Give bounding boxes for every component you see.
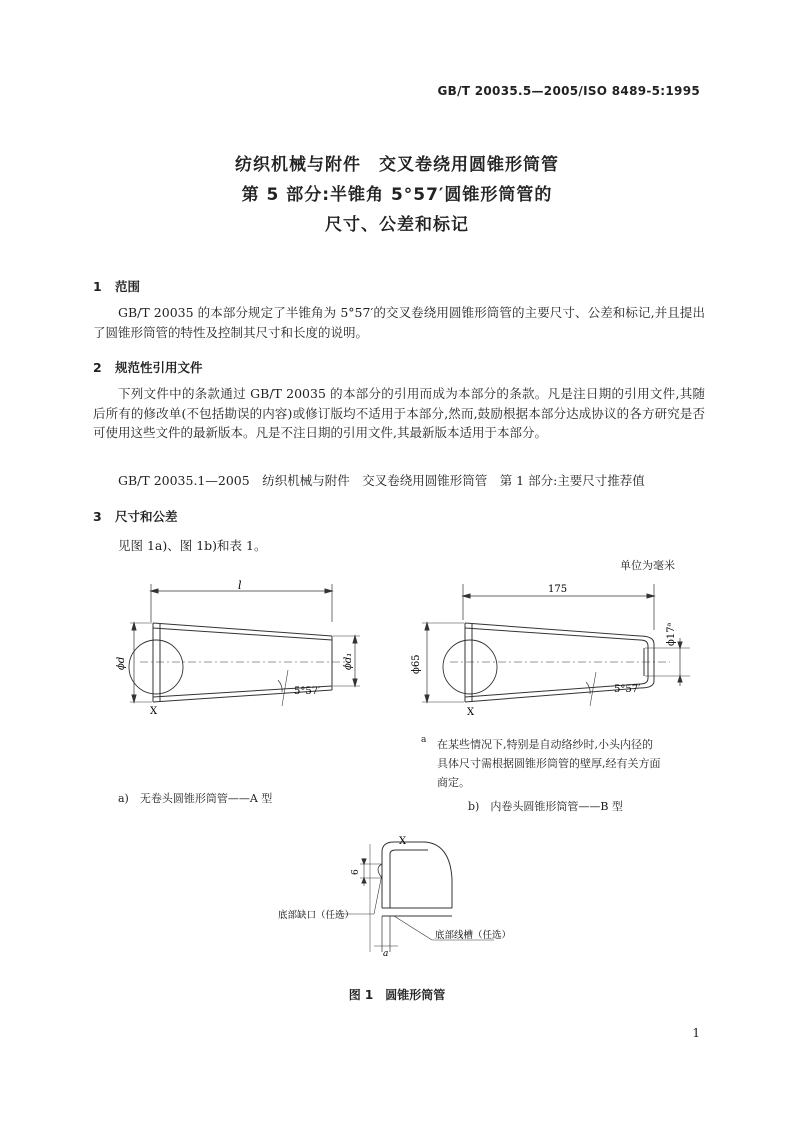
- page-number: 1: [692, 1026, 700, 1040]
- footnote-line-1: 在某些情况下,特别是自动络纱时,小头内径的: [437, 738, 653, 751]
- label-x-a: X: [150, 706, 158, 717]
- figure-b-drawing: [408, 578, 698, 723]
- footnote-line-3: 商定。: [437, 776, 470, 789]
- footnote-line-2: 具体尺寸需根据圆锥形筒管的壁厚,经有关方面: [437, 757, 661, 770]
- title-line-1: 纺织机械与附件 交叉卷绕用圆锥形筒管: [235, 155, 559, 175]
- section-1-text: GB/T 20035 的本部分规定了半锥角为 5°57′的交叉卷绕用圆锥形筒管的主要尺寸、公差和标记,并且提出了圆锥形筒管的特性及控制其尺寸和长度的说明。: [93, 305, 705, 340]
- groove-label: 底部线槽（任选）: [435, 930, 512, 941]
- caption-a: a) 无卷头圆锥形筒管——A 型: [118, 792, 273, 805]
- section-number: 3: [93, 509, 102, 524]
- unit-note: 单位为毫米: [620, 559, 675, 572]
- label-175: 175: [548, 584, 568, 595]
- angle-b: 5°57′: [614, 684, 641, 695]
- label-d: ϕd: [116, 656, 127, 670]
- dim-a: a: [383, 949, 389, 959]
- dim-6: 6: [351, 869, 361, 875]
- section-3-heading: [93, 507, 178, 525]
- reference-item: GB/T 20035.1—2005 纺织机械与附件 交叉卷绕用圆锥形筒管 第 1 部分:主要尺寸推荐值: [118, 473, 645, 488]
- footnote-marker: a: [421, 735, 427, 745]
- section-title: 尺寸和公差: [115, 509, 178, 524]
- figure-caption: 图 1 圆锥形筒管: [348, 988, 446, 1002]
- title-line-3: 尺寸、公差和标记: [325, 215, 469, 235]
- standard-code: GB/T 20035.5—2005/ISO 8489-5:1995: [437, 84, 700, 98]
- label-d1: ϕd₁: [343, 652, 354, 670]
- detail-x-drawing: [270, 834, 530, 962]
- section-title: 范围: [115, 279, 141, 294]
- section-2-text: 下列文件中的条款通过 GB/T 20035 的本部分的引用而成为本部分的条款。凡是注日期的引用文件,其随后所有的修改单(不包括勘误的内容)或修订版均不适用于本部分,然而,鼓励根据本部分达成协议的各方研究是否可使用这些文件的最新版本。凡是不注日期的引用文件,其最新版本适用于本部分。: [93, 386, 705, 440]
- section-2-heading: [93, 358, 203, 376]
- caption-b: b) 内卷头圆锥形筒管——B 型: [468, 800, 623, 813]
- label-l: l: [238, 579, 242, 592]
- section-title: 规范性引用文件: [115, 360, 203, 375]
- section-3-text: 见图 1a)、图 1b)和表 1。: [118, 538, 267, 553]
- detail-label-x: X: [399, 836, 407, 847]
- section-number: 2: [93, 360, 102, 375]
- notch-label: 底部缺口（任选）: [278, 910, 355, 921]
- figure-a-drawing: [110, 578, 370, 718]
- label-x-b: X: [467, 707, 475, 718]
- angle-a: 5°57′: [294, 686, 321, 697]
- label-phi65: ϕ65: [411, 654, 422, 674]
- label-phi17: ϕ17ᵃ: [666, 622, 677, 646]
- section-number: 1: [93, 279, 102, 294]
- title-line-2: 第 5 部分:半锥角 5°57′圆锥形筒管的: [241, 185, 553, 205]
- section-1-heading: [93, 277, 140, 295]
